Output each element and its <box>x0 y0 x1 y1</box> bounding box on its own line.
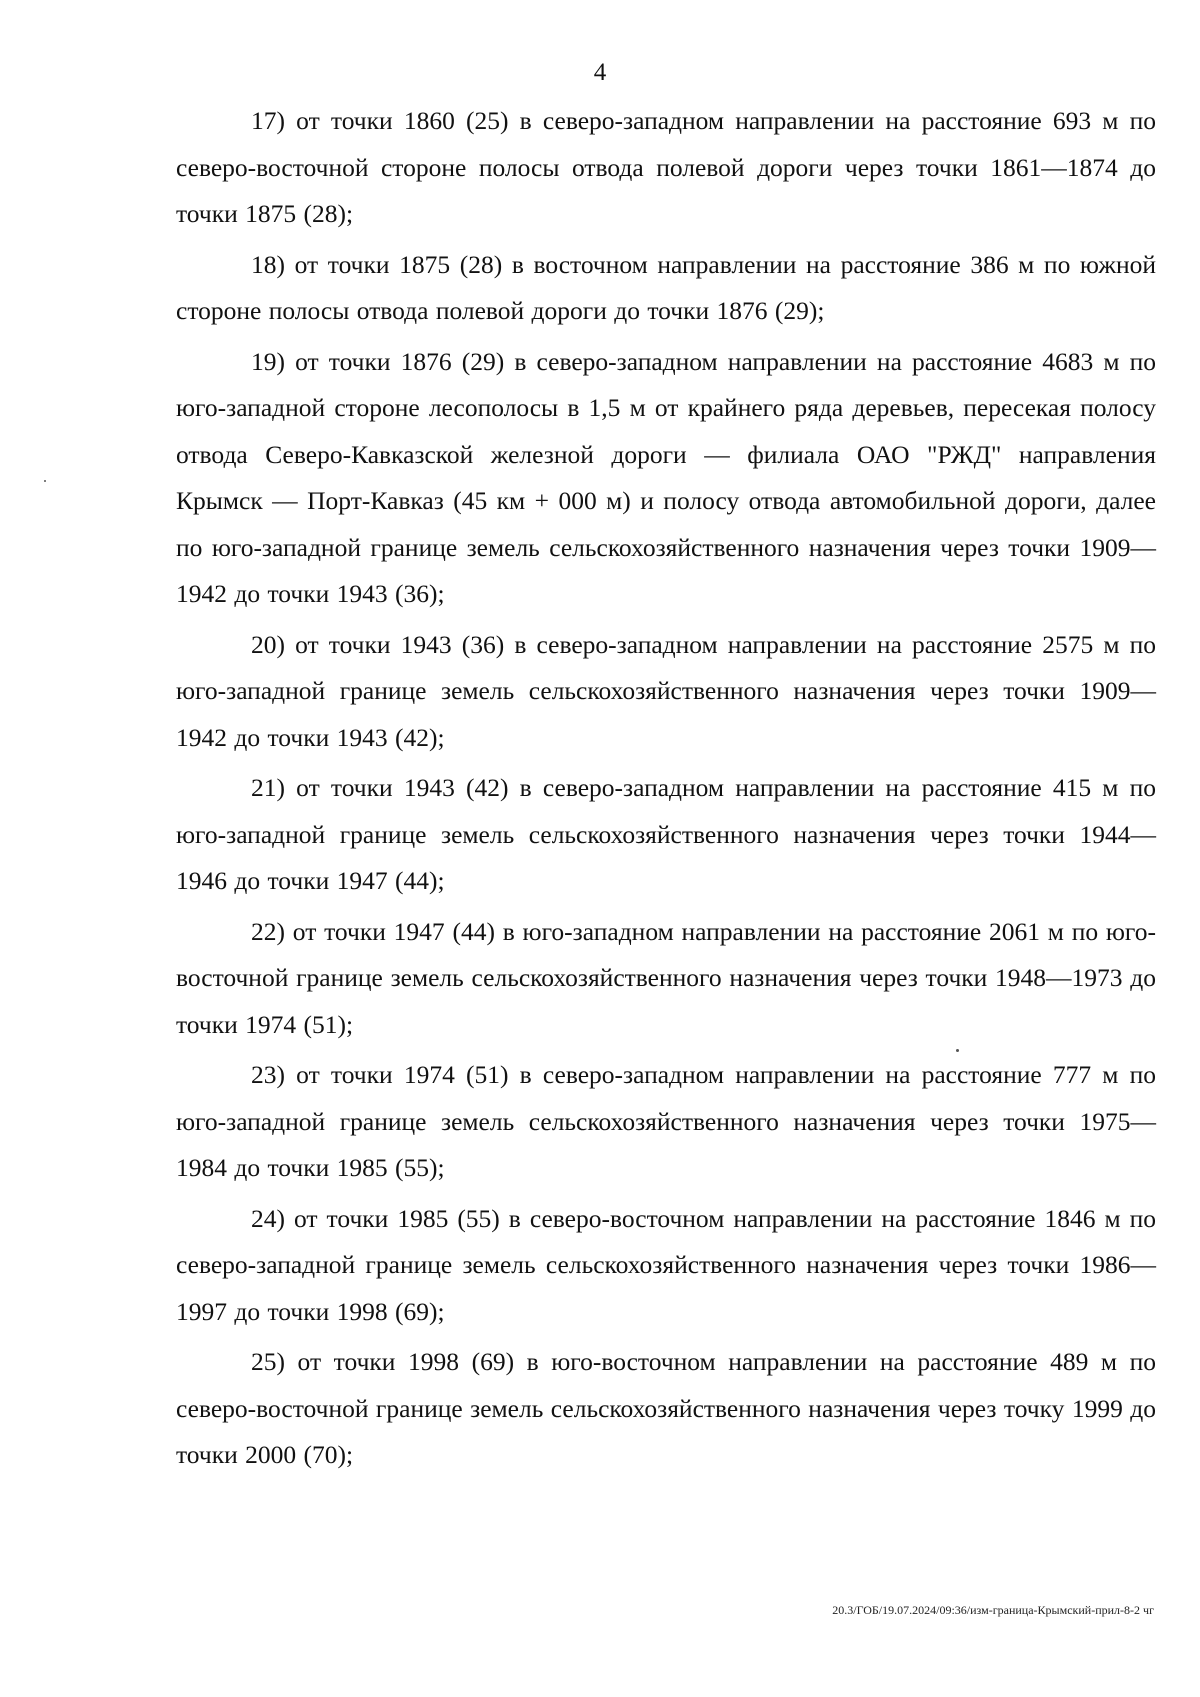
paragraph-25: 25) от точки 1998 (69) в юго-восточном направлении на расстояние 489 м по северо-восточной границе земель сельскохозяйственного назначения через точку 1999 до точки 2000 (70); <box>176 1347 1156 1469</box>
scan-speck <box>956 1049 959 1052</box>
paragraph-21: 21) от точки 1943 (42) в северо-западном направлении на расстояние 415 м по юго-западной границе земель сельскохозяйственного назначения через точки 1944—1946 до точки 1947 (44); <box>176 773 1156 895</box>
paragraph-23: 23) от точки 1974 (51) в северо-западном направлении на расстояние 777 м по юго-западной границе земель сельскохозяйственного назначения через точки 1975—1984 до точки 1985 (55); <box>176 1060 1156 1182</box>
paragraph-18: 18) от точки 1875 (28) в восточном направлении на расстояние 386 м по южной стороне полосы отвода полевой дороги до точки 1876 (29); <box>176 249 1156 325</box>
document-footer-code: 20.3/ГОБ/19.07.2024/09:36/изм-граница-Крымский-прил-8-2 чг <box>832 1603 1154 1617</box>
page-number: 4 <box>593 59 607 86</box>
paragraph-22: 22) от точки 1947 (44) в юго-западном направлении на расстояние 2061 м по юго-восточной границе земель сельскохозяйственного назначения через точки 1948—1973 до точки 1974 (51); <box>176 916 1156 1039</box>
scan-speck <box>44 480 46 482</box>
paragraph-20: 20) от точки 1943 (36) в северо-западном направлении на расстояние 2575 м по юго-западной границе земель сельскохозяйственного назначения через точки 1909—1942 до точки 1943 (42); <box>176 629 1156 752</box>
document-body <box>176 98 1156 1479</box>
paragraph-19: 19) от точки 1876 (29) в северо-западном направлении на расстояние 4683 м по юго-западной стороне лесополосы в 1,5 м от крайнего ряда деревьев, пересекая полосу отвода Северо-Кавказской железной дороги — филиала ОАО "РЖД" направления Крымск — Порт-Кавказ (45 км + 000 м) и полосу отвода автомобильной дороги, далее по юго-западной границе земель сельскохозяйственного назначения через точки 1909—1942 до точки 1943 (36); <box>176 346 1156 608</box>
paragraph-17: 17) от точки 1860 (25) в северо-западном направлении на расстояние 693 м по северо-восточной стороне полосы отвода полевой дороги через точки 1861—1874 до точки 1875 (28); <box>176 106 1156 228</box>
paragraph-24: 24) от точки 1985 (55) в северо-восточном направлении на расстояние 1846 м по северо-западной границе земель сельскохозяйственного назначения через точки 1986—1997 до точки 1998 (69); <box>176 1203 1156 1326</box>
